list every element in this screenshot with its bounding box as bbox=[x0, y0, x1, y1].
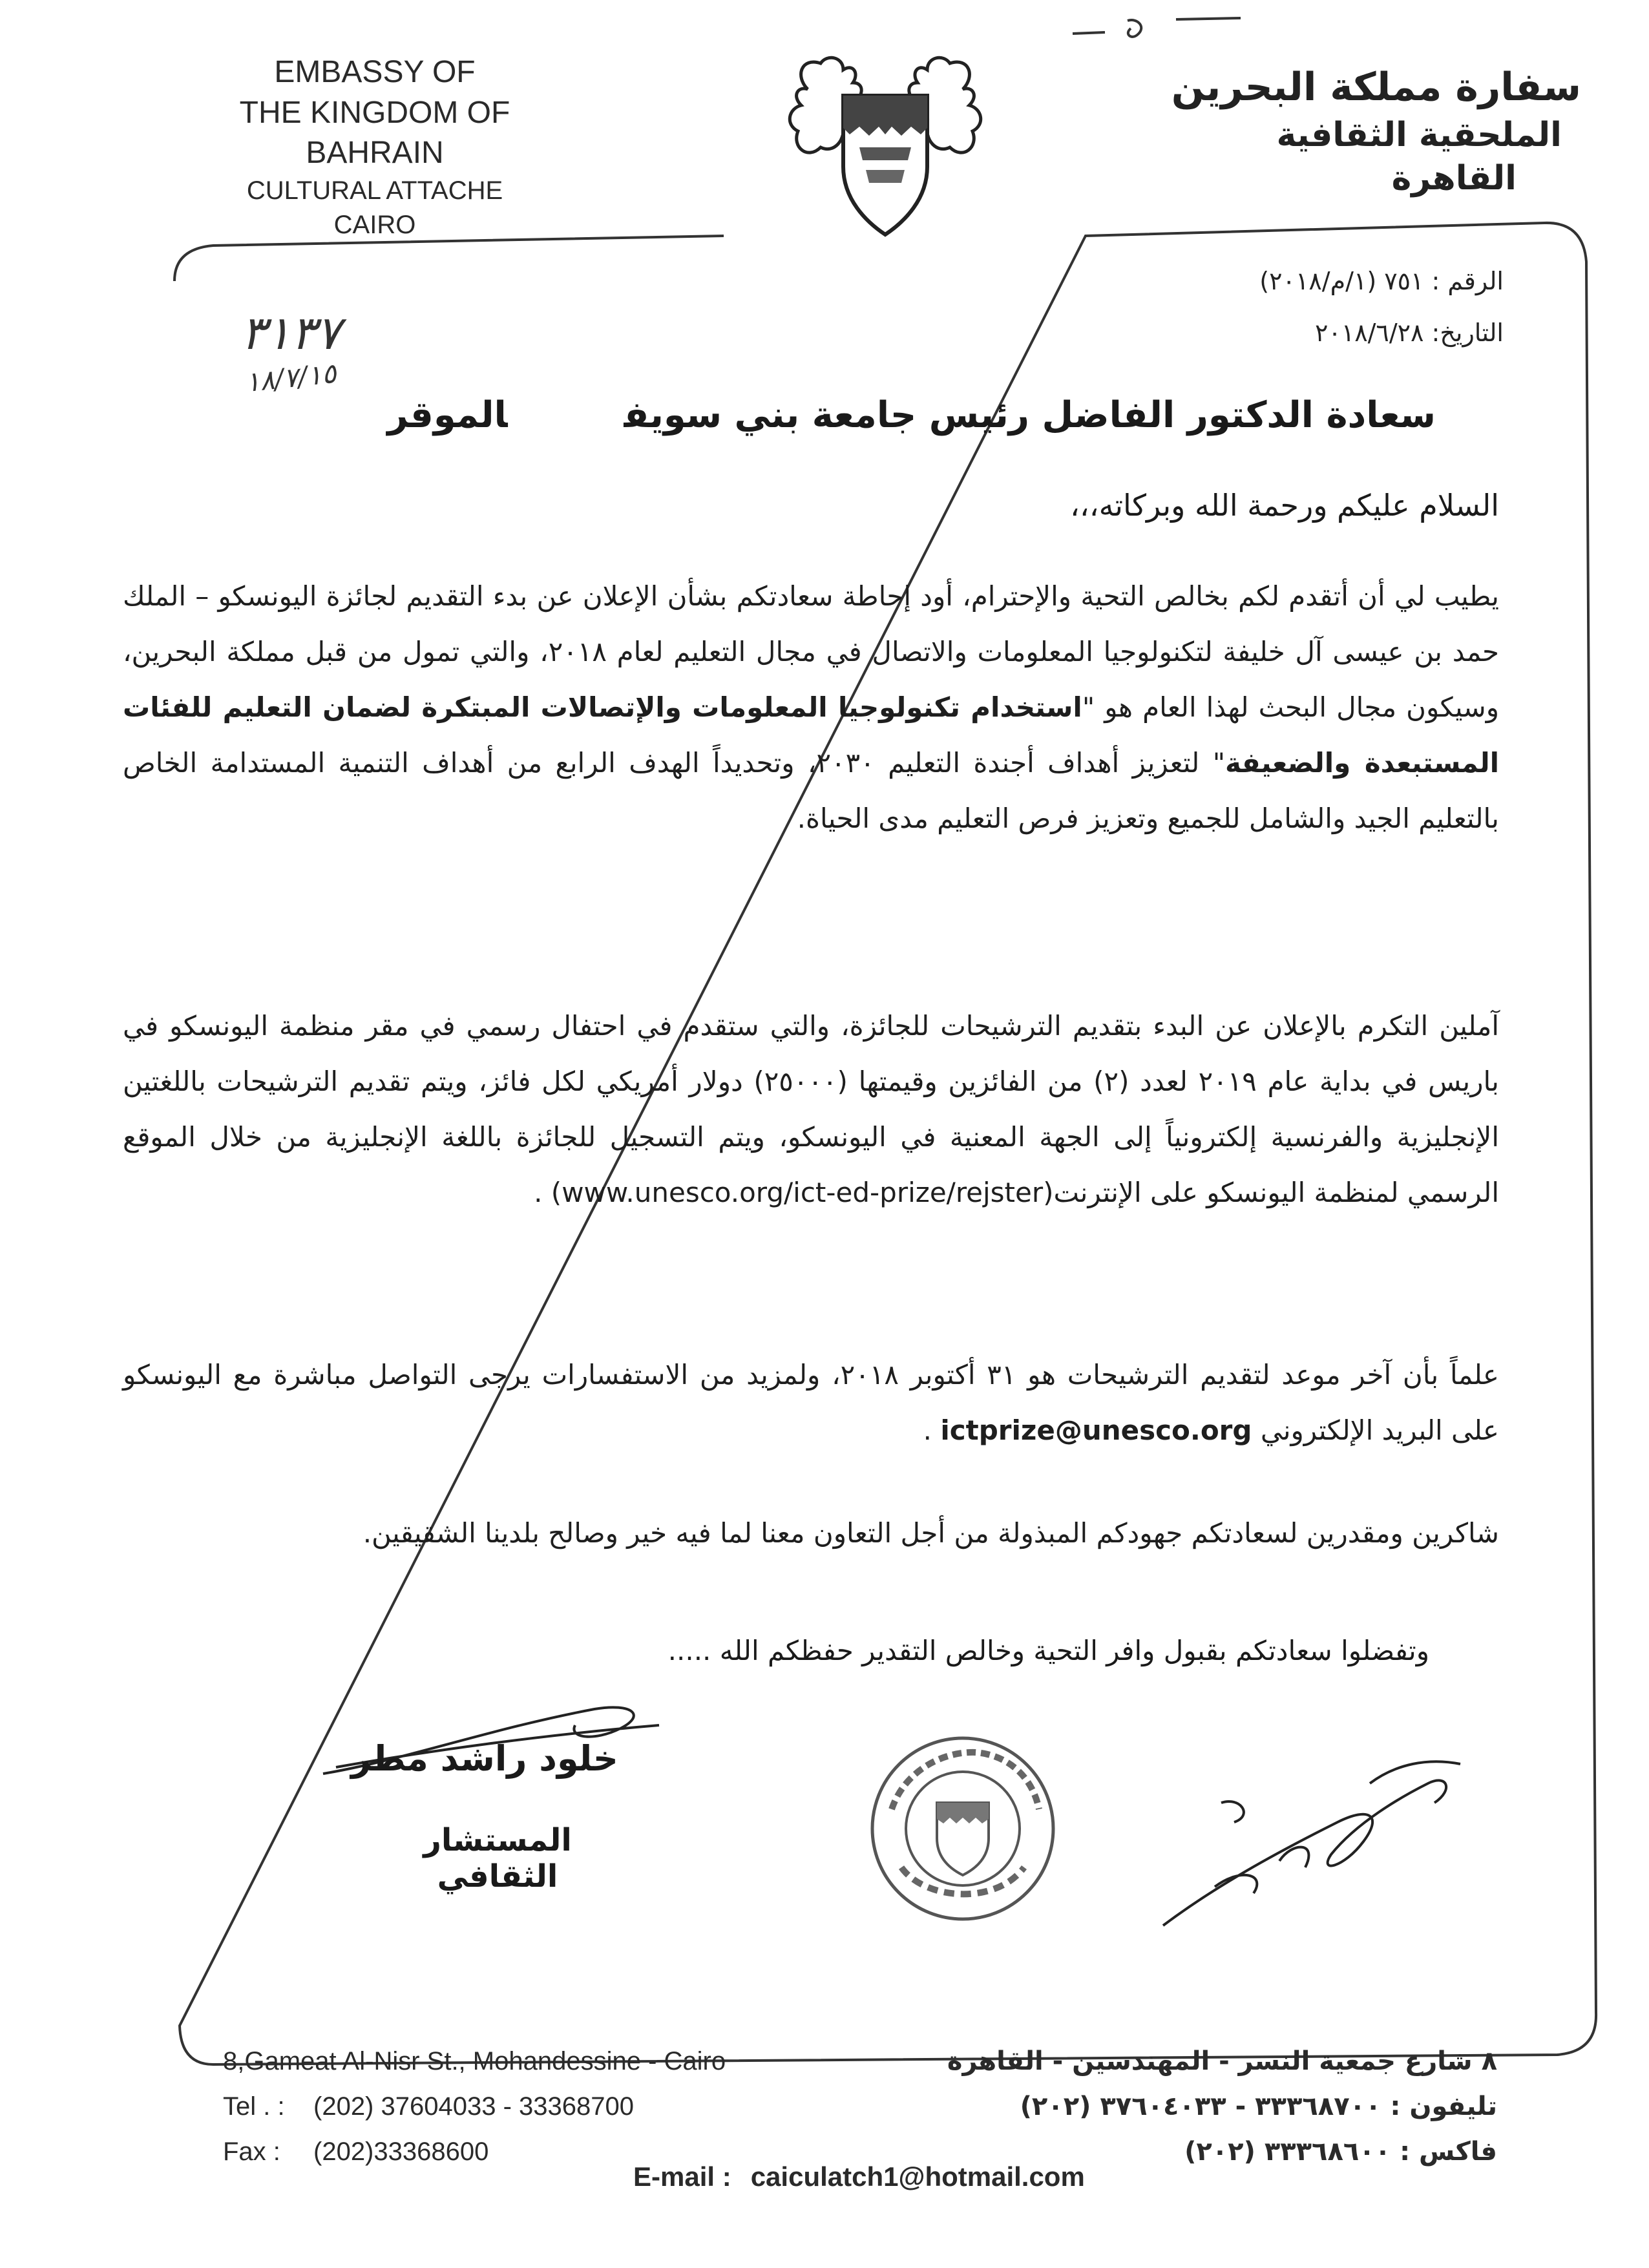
paragraph-text: " لتعزيز أهداف أجندة التعليم ٢٠٣٠، وتحديداً الهدف الرابع من أهداف التنمية المستدامة الخاص بالتعليم الجيد والشامل للجميع وتعزيز فرص التعليم مدى الحياة. bbox=[123, 747, 1499, 834]
contact-email: ictprize@unesco.org bbox=[940, 1414, 1252, 1446]
paragraph-text: . bbox=[923, 1414, 932, 1446]
embassy-seal-stamp-icon bbox=[866, 1732, 1060, 1926]
footer-ar-tel bbox=[947, 2084, 1497, 2129]
footer-arabic bbox=[947, 2039, 1497, 2174]
letterhead-en-line: EMBASSY OF bbox=[274, 55, 476, 89]
email-label: E-mail : bbox=[633, 2161, 731, 2192]
paragraph-text: يطيب لي أن أتقدم لكم بخالص التحية والإحترام، أود إحاطة سعادتكم بشأن الإعلان عن بدء التقديم لجائزة اليونسكو – الملك حمد بن عيسى آل خليفة لتكنولوجيا المعلومات والاتصال في مجال التعليم لعام ٢٠١٨، والتي تمول من قبل مملكة البحرين، وسيكون مجال البحث لهذا العام هو " bbox=[123, 580, 1500, 723]
letterhead-en-line: THE KINGDOM OF BAHRAIN bbox=[239, 96, 510, 170]
paragraph-text: علماً بأن آخر موعد لتقديم الترشيحات هو ٣١ أكتوبر ٢٠١٨، ولمزيد من الاستفسارات يرجى التواصل مباشرة مع اليونسكو على البريد الإلكتروني bbox=[123, 1359, 1499, 1446]
letterhead-arabic bbox=[1129, 61, 1581, 200]
handwritten-received-number bbox=[200, 304, 381, 414]
letterhead-en-line: CAIRO bbox=[333, 211, 416, 239]
signatory-title: المستشار الثقافي bbox=[423, 1822, 572, 1895]
paragraph-thanks: شاكرين ومقدرين لسعادتكم جهودكم المبذولة من أجل التعاون معنا لما فيه خير وصالح بلدينا الشقيقين. bbox=[362, 1517, 1499, 1549]
letterhead-ar-line: سفارة مملكة البحرين bbox=[1171, 65, 1581, 110]
reference-date: التاريخ: ٢٠١٨/٦/٢٨ bbox=[1314, 319, 1504, 347]
letter-reference bbox=[1259, 255, 1504, 359]
paragraph-award-announcement bbox=[123, 569, 1499, 846]
footer-english bbox=[223, 2039, 726, 2174]
footer-en-address: 8,Gameat Al-Nisr St., Mohandessine - Cairo bbox=[223, 2047, 726, 2075]
footer-en-tel bbox=[223, 2084, 726, 2129]
tel-label-ar: تليفون : bbox=[1390, 2092, 1497, 2121]
reference-number: الرقم : ٧٥١ (١/م/٢٠١٨) bbox=[1259, 267, 1504, 295]
handwritten-date: ١٨/٧/١٥ bbox=[244, 357, 338, 399]
tel-value-ar: ٣٣٣٦٨٧٠٠ - ٣٧٦٠٤٠٣٣ (٢٠٢) bbox=[1020, 2092, 1381, 2121]
email-address[interactable]: caiculatch1@hotmail.com bbox=[750, 2161, 1085, 2192]
handwritten-signature-icon bbox=[1124, 1745, 1473, 1945]
paragraph-nomination-details: آملين التكرم بالإعلان عن البدء بتقديم الترشيحات للجائزة، والتي ستقدم في احتفال رسمي في مقر منظمة اليونسكو في باريس في بداية عام ٢٠١٩ لعدد (٢) من الفائزين وقيمتها (٢٥٠٠٠) دولار أمريكي لكل فائز، ويتم تقديم الترشيحات باللغتين الإنجليزية والفرنسية إلكترونياً إلى الجهة المعنية في اليونسكو، ويتم التسجيل للجائزة باللغة الإنجليزية من خلال الموقع الرسمي لمنظمة اليونسكو على الإنترنت(www.unesco.org/ict-ed-prize/rejster) . bbox=[123, 1010, 1499, 1208]
handwritten-page-mark-icon bbox=[1066, 8, 1247, 53]
handwritten-number: ٣١٣٧ bbox=[240, 306, 341, 360]
letterhead-ar-line: الملحقية الثقافية bbox=[1276, 116, 1562, 154]
tel-value: (202) 37604033 - 33368700 bbox=[313, 2092, 634, 2121]
fax-value: (202)33368600 bbox=[313, 2137, 489, 2166]
fax-label-ar: فاكس : bbox=[1400, 2137, 1497, 2167]
paragraph-emphasis: استخدام تكنولوجيا المعلومات والإتصالات المبتكرة لضمان التعليم للفئات المستبعدة والضعيفة bbox=[123, 691, 1500, 779]
paragraph-deadline bbox=[123, 1347, 1499, 1458]
footer-email bbox=[633, 2161, 1085, 2192]
recipient-line bbox=[387, 394, 1436, 436]
letterhead-ar-line: القاهرة bbox=[1391, 159, 1517, 198]
signatory-name: خلود راشد مطر bbox=[351, 1738, 618, 1779]
footer-ar-address: ٨ شارع جمعية النسر - المهندسين - القاهرة bbox=[947, 2046, 1497, 2076]
greeting: السلام عليكم ورحمة الله وبركاته،،، bbox=[1070, 488, 1499, 523]
fax-label: Fax : bbox=[223, 2137, 280, 2166]
letterhead-en-line: CULTURAL ATTACHE bbox=[246, 176, 503, 205]
recipient-honorific: الموقر bbox=[387, 394, 508, 436]
fax-value-ar: ٣٣٣٦٨٦٠٠ (٢٠٢) bbox=[1184, 2137, 1391, 2167]
tel-label: Tel . : bbox=[223, 2092, 285, 2121]
recipient-name: سعادة الدكتور الفاضل رئيس جامعة بني سويف bbox=[624, 394, 1436, 436]
closing-line: وتفضلوا سعادتكم بقبول وافر التحية وخالص التقدير حفظكم الله ..... bbox=[667, 1635, 1429, 1666]
